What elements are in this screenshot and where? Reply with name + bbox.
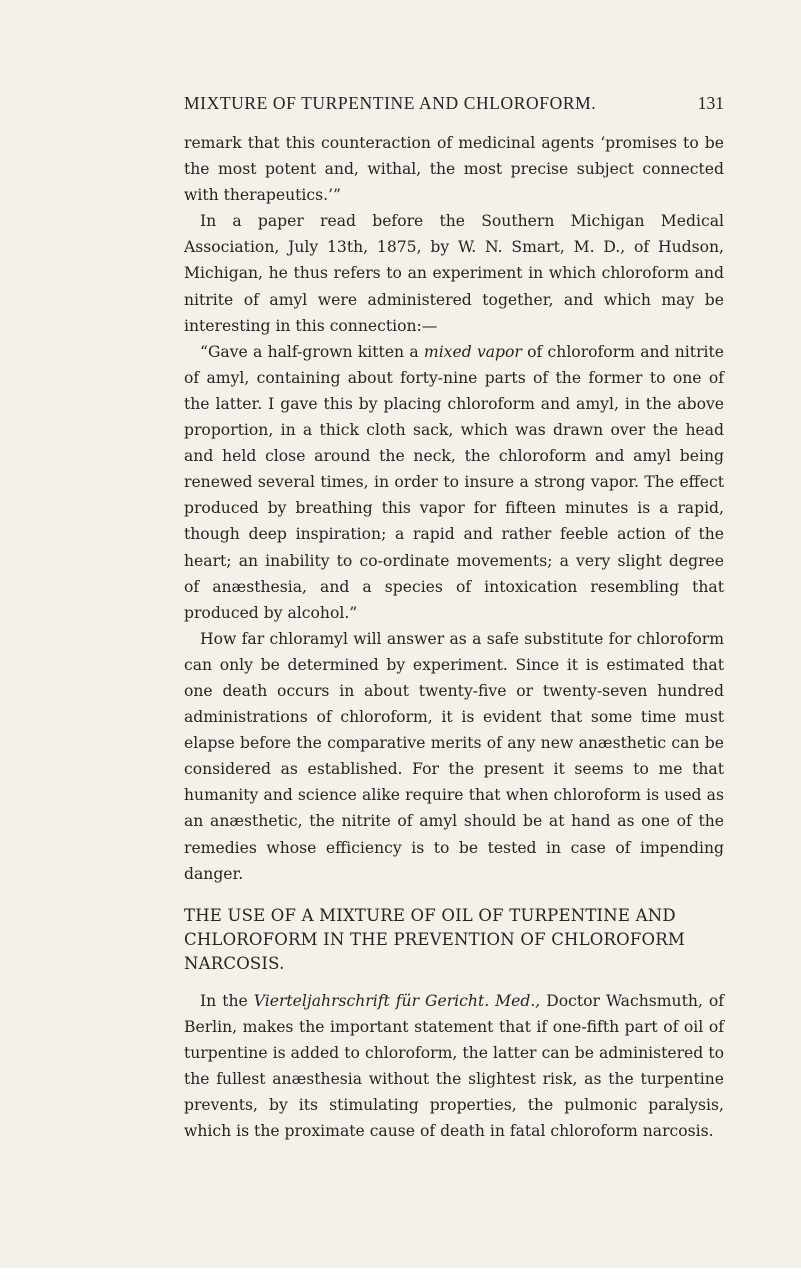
running-title: MIXTURE OF TURPENTINE AND CHLOROFORM.: [184, 93, 597, 113]
journal-title-italic: Vierteljahrschrift für Gericht. Med.,: [253, 991, 541, 1010]
final-body-text: Doctor Wachsmuth, of Berlin, makes the important statement that if one-fifth part of oil of turpentine is added to chloroform, the latter can be administered to the fullest anæsthesia without the slightest risk, as the turpentine prevents, by its stimulating properties, the pulmonic paralysis, which is the proximate cause of death in fatal chloroform narcosis.: [184, 991, 725, 1141]
running-head: [184, 93, 724, 119]
quote-lead-text: “Gave a half-grown kitten a: [200, 342, 424, 361]
paragraph-smart-paper: In a paper read before the Southern Michigan Medical Association, July 13th, 1875, by W. N. Smart, M. D., of Hudson, Michigan, he thus refers to an experiment in which chloroform and nitrite of amyl were administered together, and which may be interesting in this connection:—: [184, 212, 724, 335]
page-bottom-edge: [0, 1268, 801, 1283]
final-lead-text: In the: [200, 991, 254, 1010]
paragraph-wachsmuth: [184, 988, 724, 1145]
section-heading: THE USE OF A MIXTURE OF OIL OF TURPENTINE AND CHLOROFORM IN THE PREVENTION OF CHLOROFORM NARCOSIS.: [184, 905, 685, 973]
paragraph-kitten-quote: [184, 339, 724, 626]
mixed-vapor-italic: mixed vapor: [423, 342, 522, 361]
body-text: [184, 130, 724, 1144]
paragraph-continuation: remark that this counteraction of medicinal agents ‘promises to be the most potent and, withal, the most precise subject connected with therapeutics.’”: [184, 134, 724, 205]
quote-body-text: of chloroform and nitrite of amyl, containing about forty-nine parts of the former to one of the latter. I gave this by placing chloroform and amyl, in the above proportion, in a thick cloth sack, which was drawn over the head and held close around the neck, the chloroform and amyl being renewed several times, in order to insure a strong vapor. The effect produced by breathing this vapor for fifteen minutes is a rapid, though deep inspiration; a rapid and rather feeble action of the heart; an inability to co-ordinate movements; a very slight degree of anæsthesia, and a species of intoxication resembling that produced by alcohol.”: [184, 342, 724, 622]
page-number: 131: [697, 93, 724, 113]
paragraph-chloramyl: How far chloramyl will answer as a safe substitute for chloroform can only be determined by experiment. Since it is estimated that one death occurs in about twenty-five or twenty-seven hundred administrations of chloroform, it is evident that some time must elapse before the comparative merits of any new anæsthetic can be considered as established. For the present it seems to me that humanity and science alike require that when chloroform is used as an anæsthetic, the nitrite of amyl should be at hand as one of the remedies whose efficiency is to be tested in case of impending danger.: [184, 629, 724, 883]
